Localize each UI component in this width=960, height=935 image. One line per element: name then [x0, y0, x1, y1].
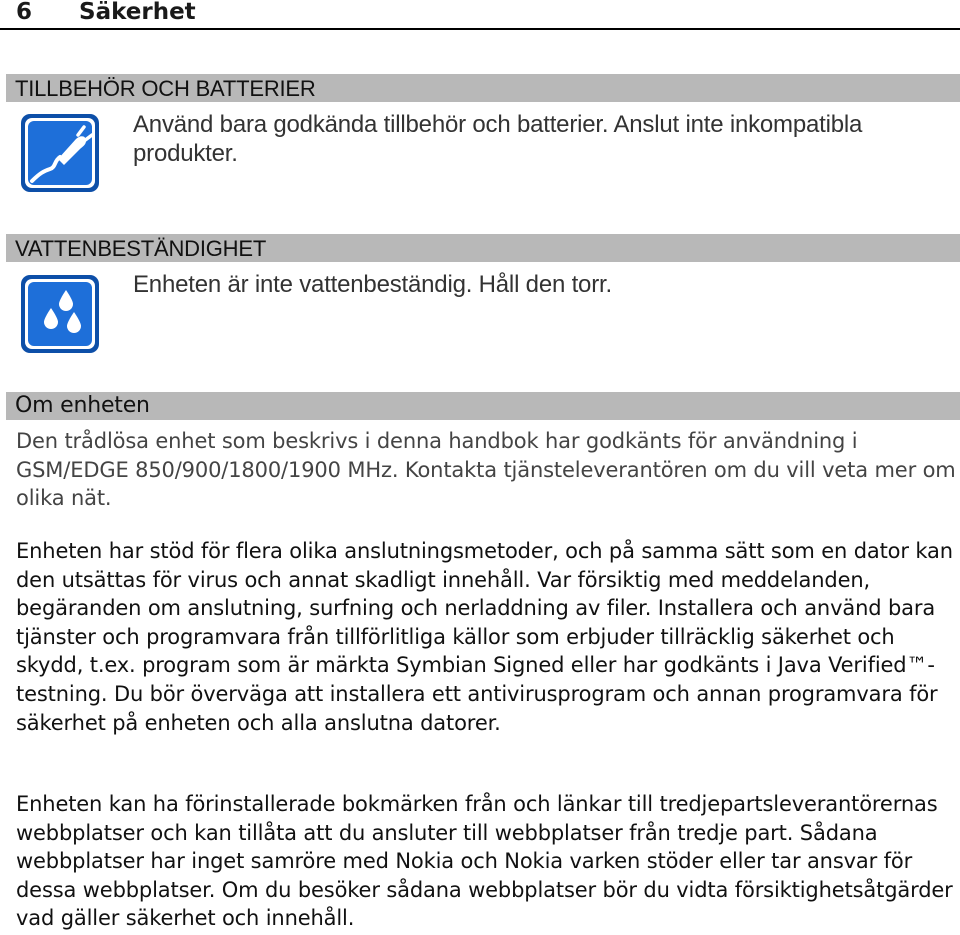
page-header	[0, 0, 960, 30]
accessories-text: Använd bara godkända tillbehör och batterier. Anslut inte inkompatibla produkter.	[133, 111, 863, 167]
accessory-plug-icon	[18, 111, 102, 195]
section-heading-text: TILLBEHÖR OCH BATTERIER	[15, 76, 316, 101]
section-heading-accessories	[6, 74, 960, 102]
section-heading-water	[6, 234, 960, 262]
section-heading-text: Om enheten	[15, 393, 150, 418]
section-heading-text: VATTENBESTÄNDIGHET	[15, 236, 267, 261]
section-heading-about	[6, 392, 960, 420]
water-drops-icon	[18, 272, 102, 356]
about-paragraph-1: Den trådlösa enhet som beskrivs i denna handbok har godkänts för användning i GSM/EDGE 850/900/1800/1900 MHz. Kontakta tjänsteleverantören om du vill veta mer om olika nät.	[16, 429, 956, 511]
chapter-title: Säkerhet	[79, 0, 196, 25]
chapter-number: 6	[16, 0, 33, 25]
about-paragraph-3: Enheten kan ha förinstallerade bokmärken från och länkar till tredjepartsleverantörernas webbplatser och kan tillåta att du ansluter till webbplatser från tredje part. Sådana webbplatser har inget samröre med Nokia och Nokia varken stöder eller tar ansvar för dessa webbplatser. Om du besöker sådana webbplatser bör du vidta försiktighetsåtgärder vad gäller säkerhet och innehåll.	[16, 792, 953, 931]
about-paragraph-2: Enheten har stöd för flera olika anslutningsmetoder, och på samma sätt som en dator kan den utsättas för virus och annat skadligt innehåll. Var försiktig med meddelanden, begäranden om anslutning, surfning och nerladdning av filer. Installera och använd bara tjänster och programvara från tillförlitliga källor som erbjuder tillräcklig säkerhet och skydd, t.ex. program som är märkta Symbian Signed eller har godkänts i Java Verified™-testning. Du bör överväga att installera ett antivirusprogram och annan programvara för säkerhet på enheten och alla anslutna datorer.	[16, 539, 953, 735]
water-text: Enheten är inte vattenbeständig. Håll den torr.	[133, 271, 612, 298]
